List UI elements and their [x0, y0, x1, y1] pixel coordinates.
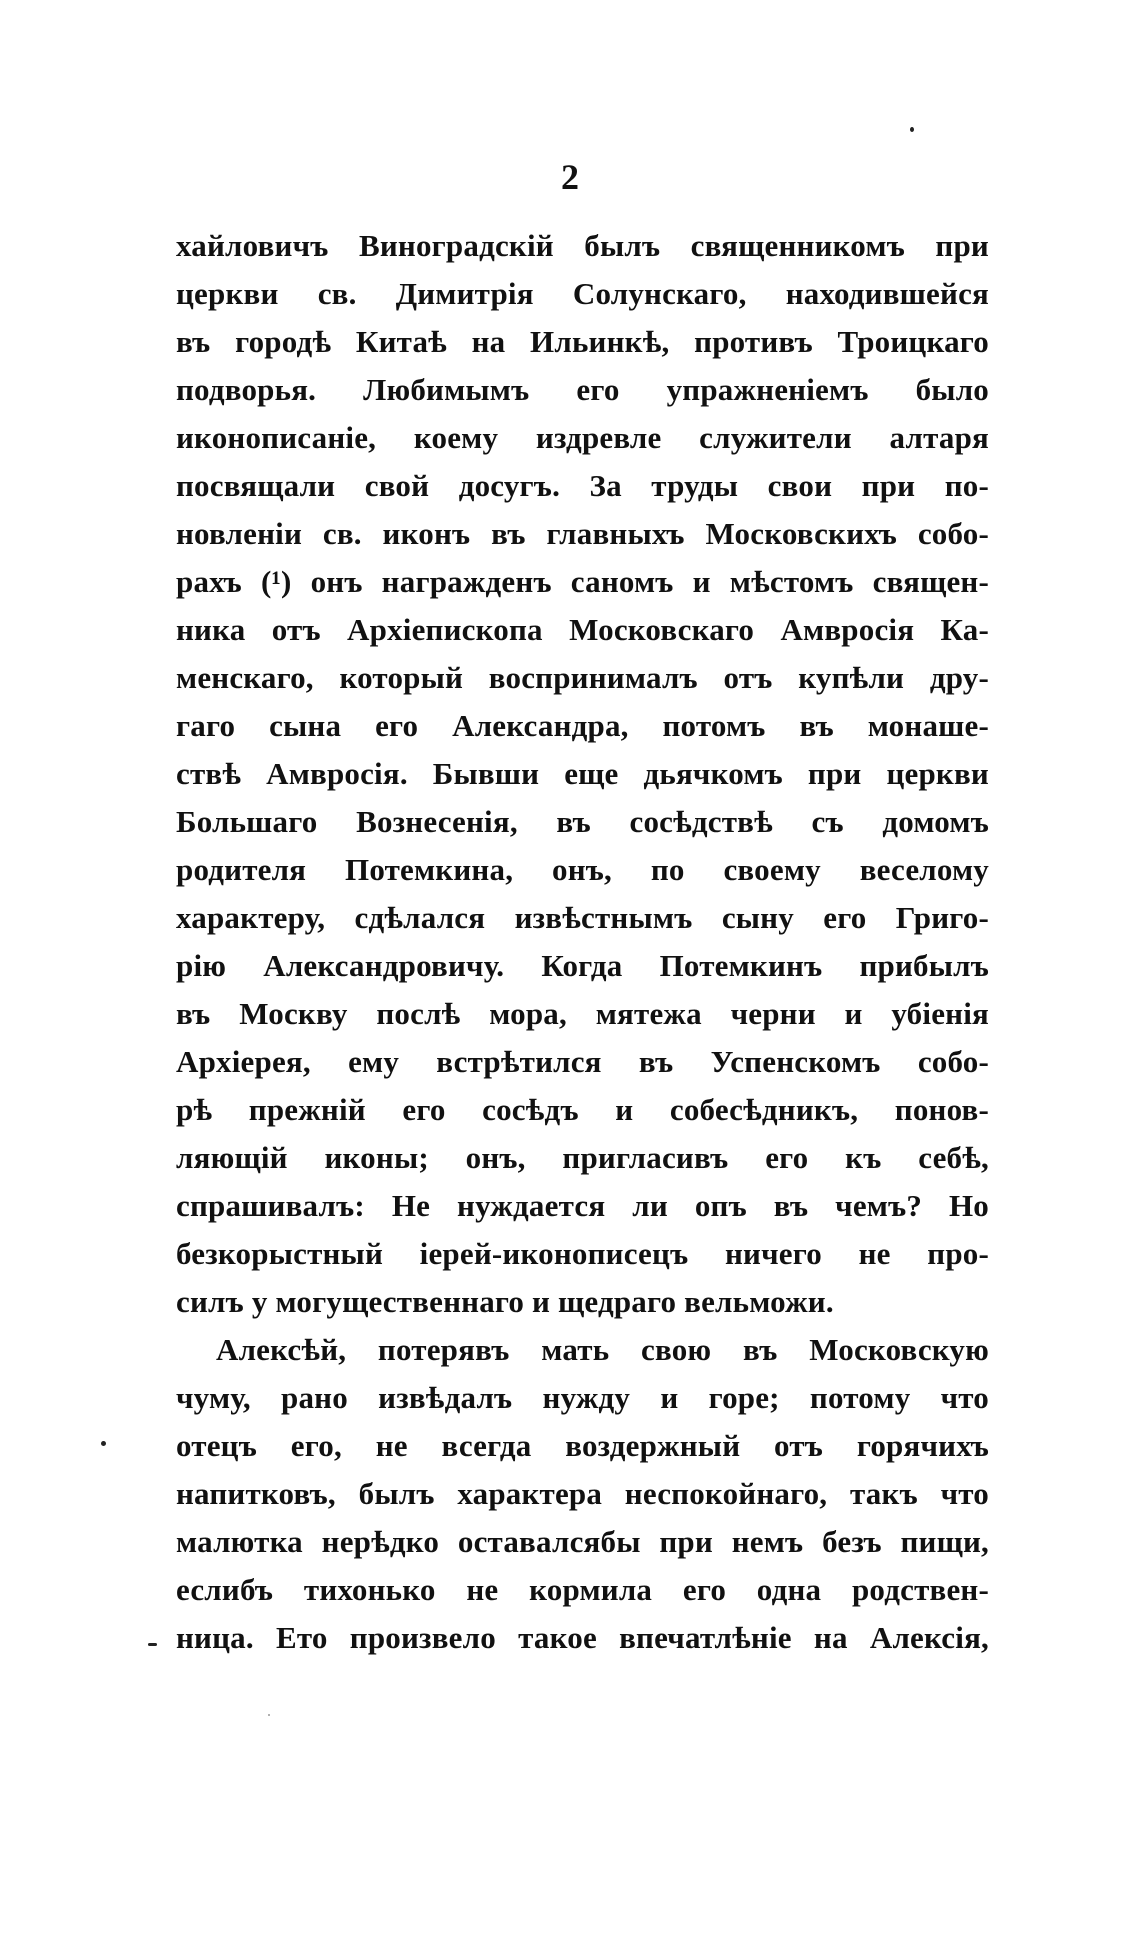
- text-line: иконописаніе, коему издревле служители алтаря: [176, 420, 989, 455]
- text-line: безкорыстный іерей-иконописецъ ничего не про-: [176, 1236, 989, 1271]
- text-line: рію Александровичу. Когда Потемкинъ прибылъ: [176, 948, 989, 983]
- text-line: ствѣ Амвросія. Бывши еще дьячкомъ при церкви: [176, 756, 989, 791]
- page-number: 2: [561, 157, 579, 197]
- text-line: отецъ его, не всегда воздержный отъ горячихъ: [176, 1428, 989, 1463]
- scan-speck: [148, 1643, 157, 1646]
- text-line: малютка нерѣдко оставалсябы при немъ безъ пищи,: [176, 1524, 989, 1559]
- text-line: хайловичъ Виноградскій былъ священникомъ при: [176, 228, 989, 263]
- text-line: Архіерея, ему встрѣтился въ Успенскомъ собо-: [176, 1044, 989, 1079]
- text-line: рахъ (¹) онъ награжденъ саномъ и мѣстомъ священ-: [176, 564, 989, 599]
- text-line: подворья. Любимымъ его упражненіемъ было: [176, 372, 989, 407]
- scan-speck: [101, 1441, 106, 1446]
- text-line: ника отъ Архіепископа Московскаго Амвросія Ка-: [176, 612, 989, 647]
- scan-speck: [268, 1714, 270, 1716]
- text-line: спрашивалъ: Не нуждается ли опъ въ чемъ? Но: [176, 1188, 989, 1223]
- text-line: ляющій иконы; онъ, пригласивъ его къ себѣ,: [176, 1140, 989, 1175]
- text-line: въ Москву послѣ мора, мятежа черни и убіенія: [176, 996, 989, 1031]
- text-line: рѣ прежній его сосѣдъ и собесѣдникъ, понов-: [176, 1092, 989, 1127]
- text-line: силъ у могущественнаго и щедраго вельможи.: [176, 1284, 834, 1319]
- text-line: гаго сына его Александра, потомъ въ монаше-: [176, 708, 989, 743]
- text-line: чуму, рано извѣдалъ нужду и горе; потому что: [176, 1380, 989, 1415]
- text-line: характеру, сдѣлался извѣстнымъ сыну его Григо-: [176, 900, 989, 935]
- text-line: ница. Ето произвело такое впечатлѣніе на Алексія,: [176, 1620, 989, 1655]
- text-line: Большаго Вознесенія, въ сосѣдствѣ съ домомъ: [176, 804, 989, 839]
- body-text: [176, 222, 989, 1662]
- text-line: менскаго, который воспринималъ отъ купѣли дру-: [176, 660, 989, 695]
- text-line: посвящали свой досугъ. За труды свои при по-: [176, 468, 989, 503]
- text-line: напитковъ, былъ характера неспокойнаго, такъ что: [176, 1476, 989, 1511]
- text-line: въ городѣ Китаѣ на Ильинкѣ, противъ Троицкаго: [176, 324, 989, 359]
- text-line: Алексѣй, потерявъ мать свою въ Московскую: [216, 1332, 989, 1367]
- text-line: новленіи св. иконъ въ главныхъ Московскихъ собо-: [176, 516, 989, 551]
- text-line: церкви св. Димитрія Солунскаго, находившейся: [176, 276, 989, 311]
- text-line: родителя Потемкина, онъ, по своему веселому: [176, 852, 989, 887]
- scan-speck: [910, 127, 914, 132]
- text-line: еслибъ тихонько не кормила его одна родствен-: [176, 1572, 989, 1607]
